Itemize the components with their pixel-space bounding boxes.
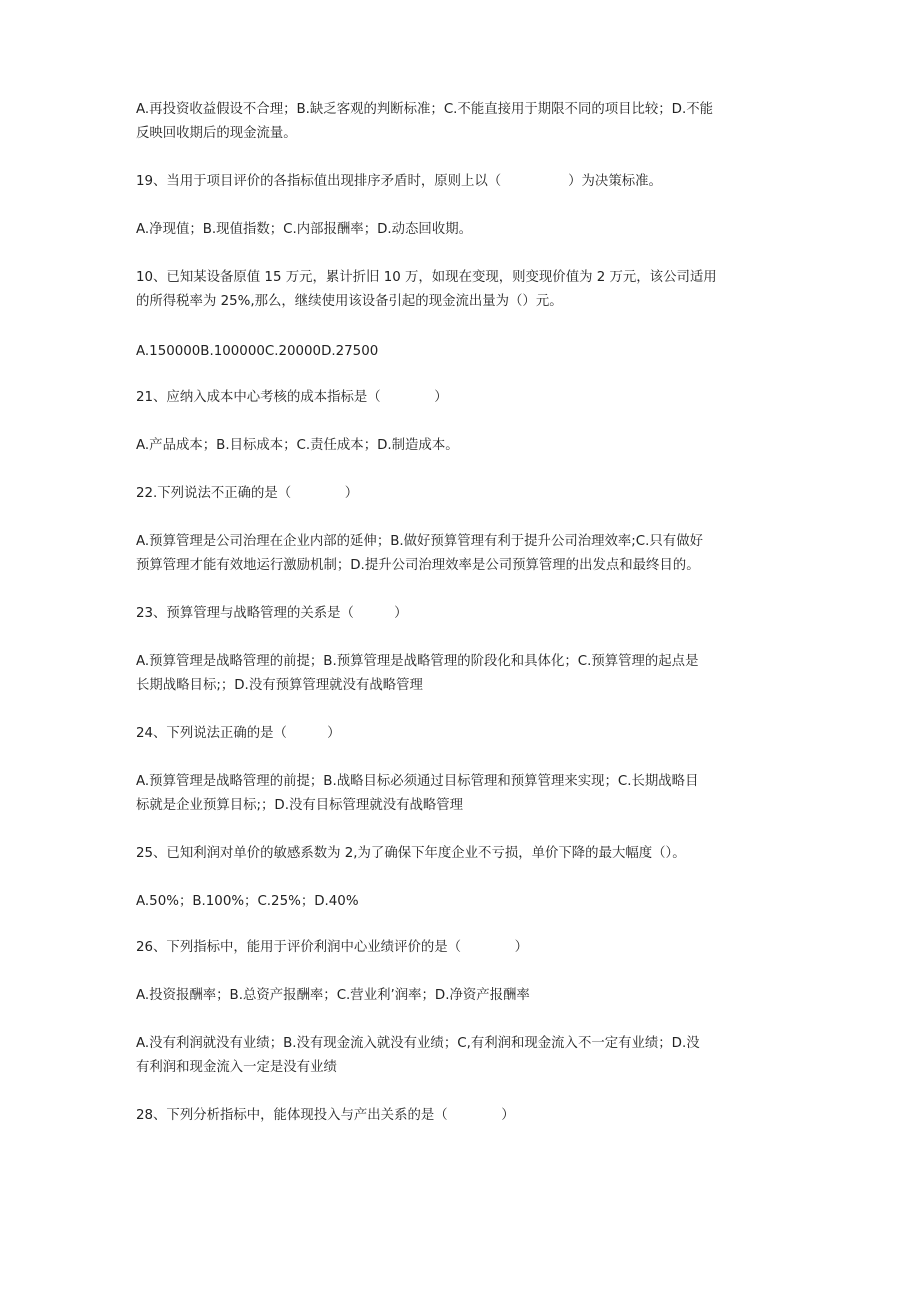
text-line: A.投资报酬率；B.总资产报酬率；C.营业利’润率；D.净资产报酬率 — [136, 988, 530, 1003]
text-line: 的所得税率为 25%,那么，继续使用该设备引起的现金流出量为（）元。 — [136, 294, 563, 309]
text-line: A.再投资收益假设不合理；B.缺乏客观的判断标准；C.不能直接用于期限不同的项目比较；D.不能 — [136, 102, 714, 117]
text-line: A.预算管理是战略管理的前提；B.战略目标必须通过目标管理和预算管理来实现；C.长期战略目 — [136, 774, 699, 789]
answer-options-paragraph — [136, 770, 796, 818]
answer-options-paragraph — [136, 984, 796, 1008]
answer-options-paragraph — [136, 340, 796, 364]
question-28 — [136, 1104, 796, 1128]
question-24 — [136, 722, 796, 746]
text-line: A.预算管理是公司治理在企业内部的延伸；B.做好预算管理有利于提升公司治理效率;C.只有做好 — [136, 534, 703, 549]
text-line: 24、下列说法正确的是（ ） — [136, 726, 341, 741]
question-23 — [136, 602, 796, 626]
answer-options-paragraph — [136, 530, 796, 578]
question-19 — [136, 170, 796, 194]
text-line: A.150000B.100000C.20000D.27500 — [136, 344, 379, 359]
text-line: A.没有利润就没有业绩；B.没有现金流入就没有业绩；C,有利润和现金流入不一定有业绩；D.没 — [136, 1036, 700, 1051]
text-line: 预算管理才能有效地运行激励机制；D.提升公司治理效率是公司预算管理的出发点和最终目的。 — [136, 558, 700, 573]
text-line: A.产品成本；B.目标成本；C.责任成本；D.制造成本。 — [136, 438, 459, 453]
text-line: 标就是企业预算目标;；D.没有目标管理就没有战略管理 — [136, 798, 464, 813]
answer-options-paragraph — [136, 890, 796, 914]
answer-options-paragraph — [136, 98, 796, 146]
text-line: 25、已知利润对单价的敏感系数为 2,为了确保下年度企业不亏损，单价下降的最大幅度（）。 — [136, 846, 686, 861]
answer-options-paragraph — [136, 650, 796, 698]
text-line: 有利润和现金流入一定是没有业绩 — [136, 1060, 337, 1075]
answer-options-paragraph — [136, 434, 796, 458]
text-line: 22.下列说法不正确的是（ ） — [136, 486, 359, 501]
text-line: 23、预算管理与战略管理的关系是（ ） — [136, 606, 408, 621]
question-10 — [136, 266, 796, 314]
text-line: 26、下列指标中，能用于评价利润中心业绩评价的是（ ） — [136, 940, 528, 955]
text-line: 反映回收期后的现金流量。 — [136, 126, 297, 141]
text-line: 21、应纳入成本中心考核的成本指标是（ ） — [136, 390, 448, 405]
question-25 — [136, 842, 796, 866]
question-26 — [136, 936, 796, 960]
text-line: A.预算管理是战略管理的前提；B.预算管理是战略管理的阶段化和具体化；C.预算管理的起点是 — [136, 654, 699, 669]
text-line: A.净现值；B.现值指数；C.内部报酬率；D.动态回收期。 — [136, 222, 472, 237]
text-line: A.50%；B.100%；C.25%；D.40% — [136, 894, 359, 909]
text-line: 10、已知某设备原值 15 万元，累计折旧 10 万，如现在变现，则变现价值为 2 万元，该公司适用 — [136, 270, 717, 285]
question-21 — [136, 386, 796, 410]
answer-options-paragraph — [136, 218, 796, 242]
text-line: 19、当用于项目评价的各指标值出现排序矛盾时，原则上以（ ）为决策标准。 — [136, 174, 662, 189]
text-line: 长期战略目标;；D.没有预算管理就没有战略管理 — [136, 678, 423, 693]
question-22 — [136, 482, 796, 506]
text-line: 28、下列分析指标中，能体现投入与产出关系的是（ ） — [136, 1108, 515, 1123]
answer-options-paragraph — [136, 1032, 796, 1080]
